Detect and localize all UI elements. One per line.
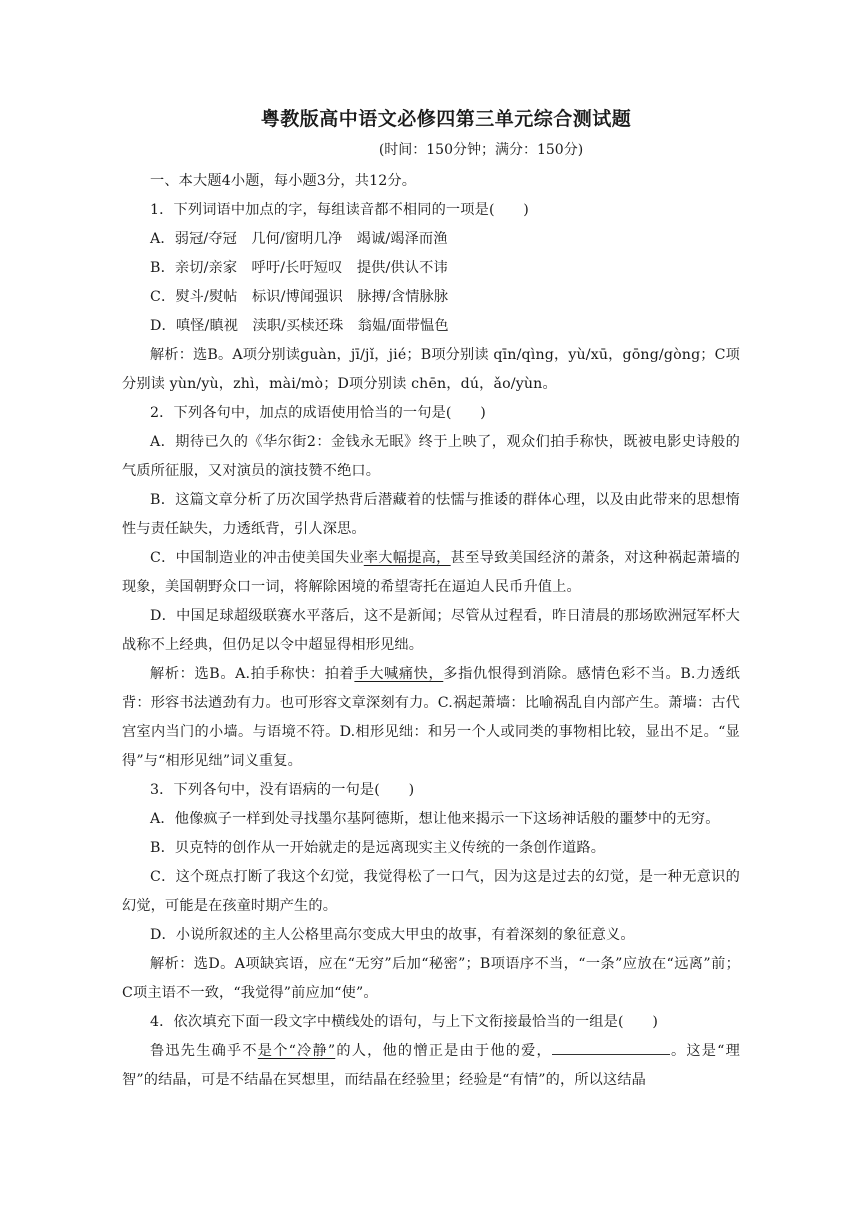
question-3-option-d: D．小说所叙述的主人公格里高尔变成大甲虫的故事，有着深刻的象征意义。	[150, 927, 635, 943]
question-2-stem: 2．下列各句中，加点的成语使用恰当的一句是( )	[150, 405, 486, 421]
question-2-option-d: D．中国足球超级联赛水平落后，这不是新闻；尽管从过程看，昨日清晨的那场欧洲冠军杯大战称不上经典，但仍足以令中超显得相形见绌。	[122, 608, 740, 653]
question-3-stem: 3．下列各句中，没有语病的一句是( )	[150, 782, 415, 798]
section-heading: 一、本大题4小题，每小题3分，共12分。	[150, 173, 417, 189]
document-subtitle: (时间：150分钟；满分：150分)	[378, 142, 584, 158]
question-1-option-b: B．亲切/亲家 呼吁/长吁短叹 提供/供认不讳	[150, 260, 448, 276]
question-3-option-c: C．这个斑点打断了我这个幻觉，我觉得松了一口气，因为这是过去的幻觉，是一种无意识的幻觉，可能是在孩童时期产生的。	[122, 869, 740, 914]
option-c-underlined: 率大幅提高，	[363, 550, 451, 566]
question-1-analysis: 解析：选B。A项分别读guàn，jī/jǐ，jié；B项分别读 qīn/qìng，yù/xū，gōng/gòng；C项分别读 yùn/yù，zhì，mài/mò；D项分别读 chēn，dú，ǎo/yùn。	[122, 347, 740, 392]
question-1-option-d: D．嗔怪/瞋视 渎职/买椟还珠 翁媪/面带愠色	[150, 318, 449, 334]
question-2-analysis	[122, 660, 740, 776]
question-2-option-c	[122, 544, 740, 602]
question-4-passage	[122, 1037, 740, 1095]
passage-text-end: 。这是“理智”的结晶，可是不结晶在冥想里，而结晶在经验里；经验是“有情”的，所以这结晶	[122, 1043, 740, 1088]
question-2-option-a: A．期待已久的《华尔街2：金钱永无眠》终于上映了，观众们拍手称快，既被电影史诗般的气质所征服，又对演员的演技赞不绝口。	[122, 434, 740, 479]
question-1-option-a: A．弱冠/夺冠 几何/窗明几净 竭诚/竭泽而渔	[150, 231, 448, 247]
question-1-stem: 1．下列词语中加点的字，每组读音都不相同的一项是( )	[150, 202, 529, 218]
fill-in-blank	[552, 1040, 670, 1055]
document-title: 粤教版高中语文必修四第三单元综合测试题	[260, 108, 632, 130]
option-c-text-start: C．中国制造业的冲击使美国失业	[150, 550, 364, 566]
question-3-option-b: B．贝克特的创作从一开始就走的是远离现实主义传统的一条创作道路。	[150, 840, 606, 856]
question-3-analysis: 解析：选D。A项缺宾语，应在“无穷”后加“秘密”；B项语序不当，“一条”应放在“远离”前；C项主语不一致，“我觉得”前应加“使”。	[122, 956, 740, 1001]
question-1-option-c: C．熨斗/熨帖 标识/博闻强识 脉搏/含情脉脉	[150, 289, 449, 305]
analysis-text-end: 多指仇恨得到消除。感情色彩不当。B.力透纸背：形容书法遒劲有力。也可形容文章深刻有力。C.祸起萧墙：比喻祸乱自内部产生。萧墙：古代宫室内当门的小墙。与语境不符。D.相形见绌：和另一个人或同类的事物相比较，显出不足。“显得”与“相形见绌”词义重复。	[122, 666, 741, 769]
question-3-option-a: A．他像疯子一样到处寻找墨尔基阿德斯，想让他来揭示一下这场神话般的噩梦中的无穷。	[150, 811, 720, 827]
passage-underlined: 是个“冷静”	[257, 1043, 336, 1059]
option-c-text-end: 甚至导致美国经济的萧条，对这种祸起萧墙的现象，美国朝野众口一词，将解除困境的希望寄托在逼迫人民币升值上。	[122, 550, 741, 595]
question-2-option-b: B．这篇文章分析了历次国学热背后潜藏着的怯懦与推诿的群体心理，以及由此带来的思想惰性与责任缺失，力透纸背，引人深思。	[122, 492, 740, 537]
passage-text-middle: 的人，他的憎正是由于他的爱，	[335, 1043, 552, 1059]
question-4-stem: 4．依次填充下面一段文字中横线处的语句，与上下文衔接最恰当的一组是( )	[150, 1014, 659, 1030]
analysis-text-start: 解析：选B。A.拍手称快：拍着	[150, 666, 355, 682]
analysis-underlined: 手大喊痛快，	[354, 666, 444, 682]
passage-text-start: 鲁迅先生确乎不	[150, 1043, 258, 1059]
